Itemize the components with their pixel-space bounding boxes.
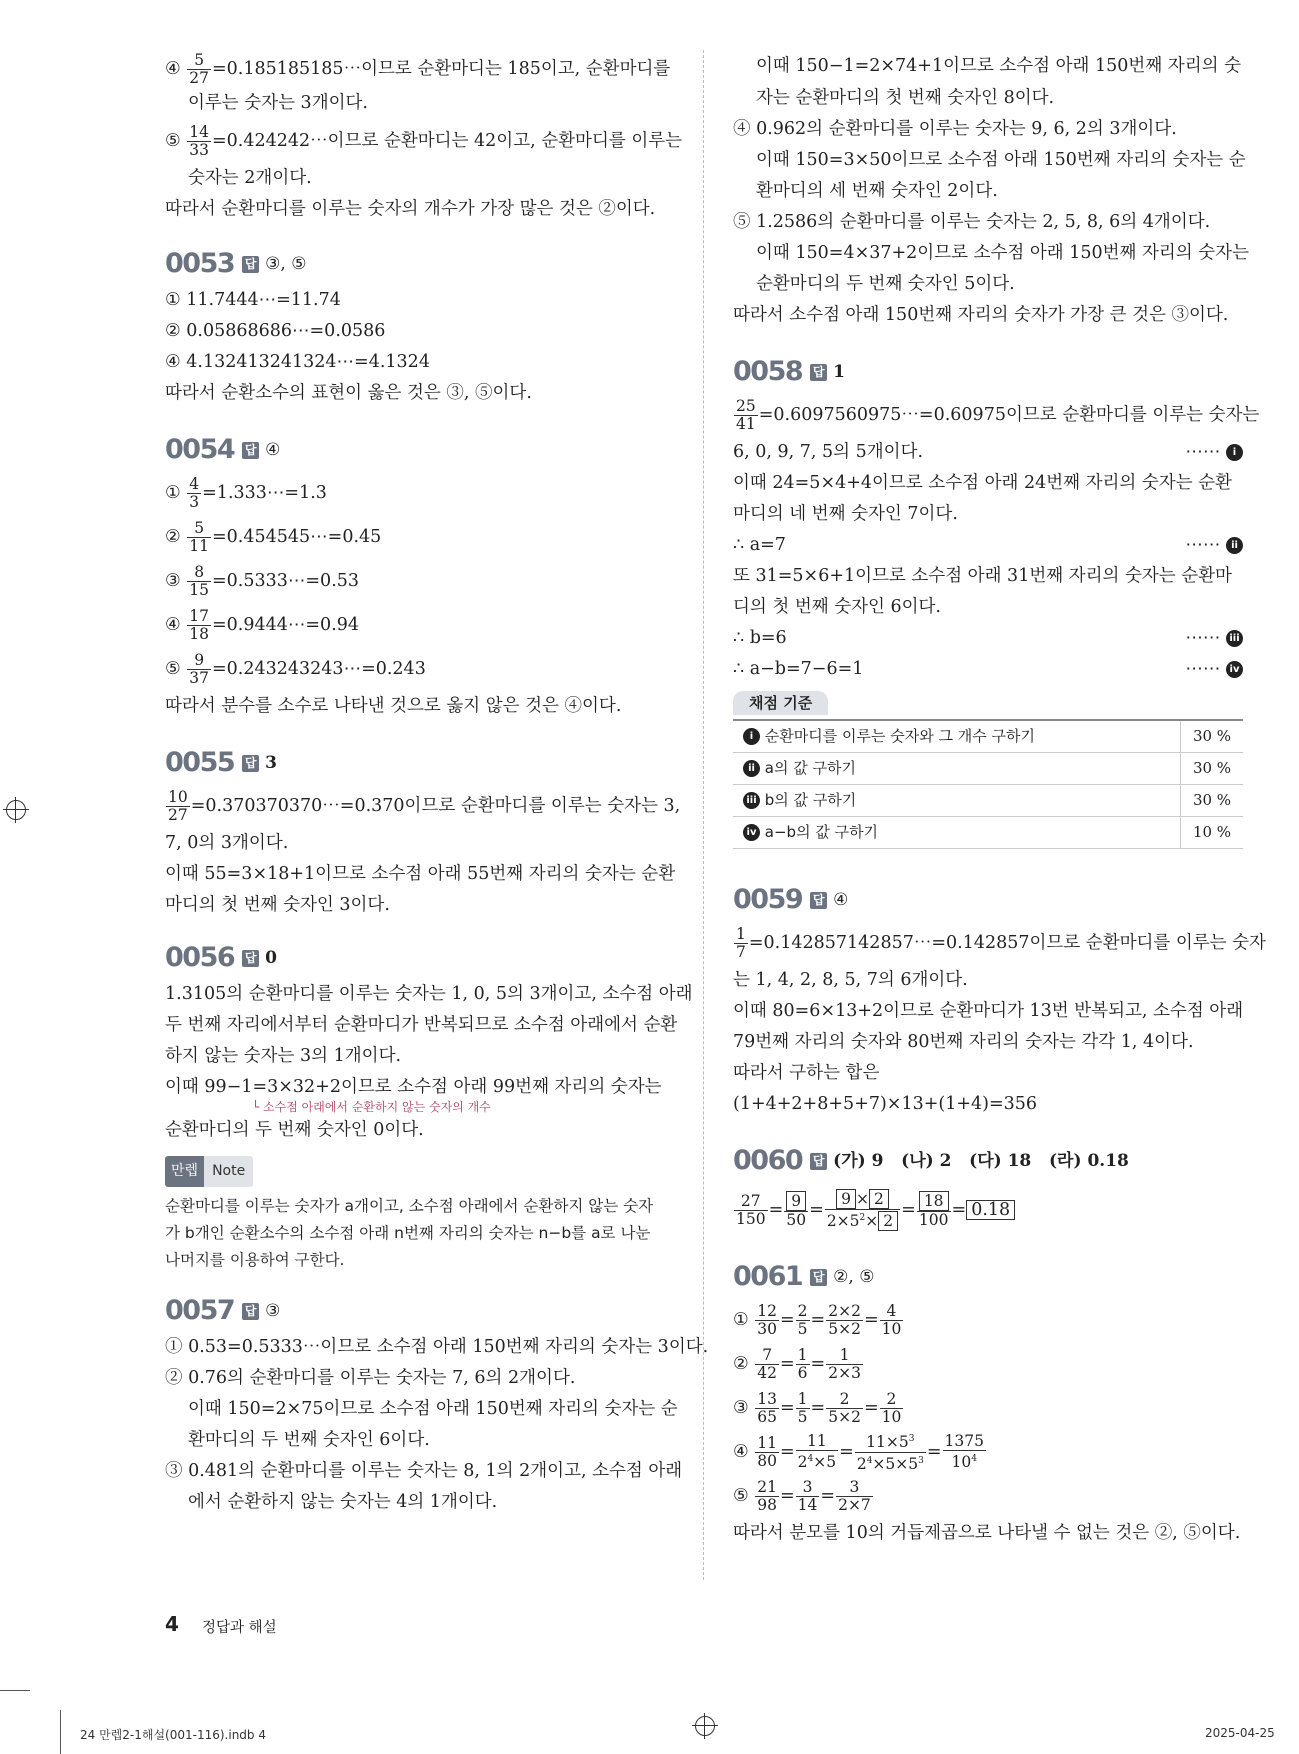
step-marker-icon: iii <box>1226 630 1243 647</box>
solution-line: 7, 0의 3개이다. <box>165 833 289 853</box>
conclusion: 따라서 순환마디를 이루는 숫자의 개수가 가장 많은 것은 ②이다. <box>165 199 656 219</box>
answer: 1 <box>833 362 845 382</box>
solution-line: $\frac{10}{27}$ =0.370370370⋯=0.370이므로 순환마디를 이루는 숫자는 3, <box>168 787 681 824</box>
solution-line: 자는 순환마디의 첫 번째 숫자인 8이다. <box>756 88 1055 108</box>
conclusion: 따라서 분수를 소수로 나타낸 것으로 옳지 않은 것은 ④이다. <box>165 696 622 716</box>
step-marker-icon: ii <box>1226 537 1243 554</box>
annotation: └ 소수점 아래에서 순환하지 않는 숫자의 개수 <box>252 1100 491 1114</box>
solution-line: ④ 0.962의 순환마디를 이루는 숫자는 9, 6, 2의 3개이다. <box>733 119 1177 139</box>
solution-line: 마디의 네 번째 숫자인 7이다. <box>733 504 958 524</box>
crop-mark <box>0 1690 30 1691</box>
solution-line: 에서 순환하지 않는 숫자는 4의 1개이다. <box>188 1492 498 1512</box>
solution-line: 는 1, 4, 2, 8, 5, 7의 6개이다. <box>733 970 968 990</box>
step-marker-icon: iv <box>1226 661 1243 678</box>
solution-line: (1+4+2+8+5+7)×13+(1+4)=356 <box>733 1094 1038 1114</box>
note-text: 순환마디를 이루는 숫자가 a개이고, 소수점 아래에서 순환하지 않는 숫자 가 b개인 순환소수의 소수점 아래 n번째 자리의 숫자는 n−b를 a로 나눈 나머지를 이용하여 구한다. <box>165 1197 654 1269</box>
answer: ④ <box>265 440 281 460</box>
table-row: iii b의 값 구하기 30 % <box>733 785 1243 817</box>
grading-table <box>733 719 1243 849</box>
problem-header <box>733 883 1243 917</box>
page-number: 4 <box>165 1612 179 1636</box>
solution-line: ① 0.53=0.5333⋯이므로 소수점 아래 150번째 자리의 숫자는 3이다. <box>165 1337 709 1357</box>
answer-badge: 답 <box>242 950 259 967</box>
solution-line: 6, 0, 9, 7, 5의 5개이다. ⋯⋯ i <box>733 437 1243 468</box>
solution-line: ④ $\frac{17}{18}$ =0.9444⋯=0.94 <box>165 606 360 643</box>
answer-badge: 답 <box>242 755 259 772</box>
answer-badge: 답 <box>242 442 259 459</box>
problem-number: 0061 <box>733 1261 803 1292</box>
solution-line: $\frac{27}{150}$ = $\frac{9}{50}$ = $\frac{9 \times 2}{2\times 5^2\times 2}$ = $\frac{18}{100}$ = 0.18 <box>733 1182 1243 1238</box>
solution-line: ∴ b=6 ⋯⋯ iii <box>733 623 1243 654</box>
problem-header <box>733 1144 1243 1178</box>
problem-number: 0057 <box>165 1295 235 1326</box>
answer-badge: 답 <box>810 364 827 381</box>
problem-number: 0058 <box>733 356 803 387</box>
table-row: i 순환마디를 이루는 숫자와 그 개수 구하기 30 % <box>733 720 1243 753</box>
problem-header <box>165 746 675 780</box>
right-column <box>733 50 1266 1549</box>
solution-line: 마디의 첫 번째 숫자인 3이다. <box>165 895 390 915</box>
problem-header <box>165 941 675 975</box>
solution-line: 하지 않는 숫자는 3의 1개이다. <box>165 1046 402 1066</box>
solution-line: 79번째 자리의 숫자와 80번째 자리의 숫자는 각각 1, 4이다. <box>733 1032 1194 1052</box>
solution-line: 환마디의 두 번째 숫자인 6이다. <box>188 1430 430 1450</box>
solution-line: ⑤ $\frac{21}{98}$ = $\frac{3}{14}$ = $\frac{3}{2\times 7}$ <box>733 1477 871 1514</box>
solution-line: $\frac{25}{41}$ =0.6097560975⋯=0.60975이므로 순환마디를 이루는 숫자는 <box>736 396 1260 433</box>
solution-line: 순환마디의 두 번째 숫자인 0이다. <box>165 1120 424 1140</box>
conclusion: 따라서 소수점 아래 150번째 자리의 숫자가 가장 큰 것은 ③이다. <box>733 305 1229 325</box>
note-tag: 만렙 Note <box>165 1156 253 1187</box>
grading-title: 채점 기준 <box>733 691 828 715</box>
solution-line: ⑤ $\frac{14}{33}$ =0.424242⋯이므로 순환마디는 42이고, 순환마디를 이루는 <box>165 122 683 159</box>
solution-line: ⑤ $\frac{9}{37}$ =0.243243243⋯=0.243 <box>165 650 426 687</box>
answer: 0 <box>265 948 277 968</box>
solution-line: 두 번째 자리에서부터 순환마디가 반복되므로 소수점 아래에서 순환 <box>165 1015 678 1035</box>
table-row: ii a의 값 구하기 30 % <box>733 753 1243 785</box>
file-info: 24 만렙2-1해설(001-116).indb 4 <box>80 1728 266 1742</box>
answer-badge: 답 <box>242 1303 259 1320</box>
solution-line: ④ 4.132413241324⋯=4.1324 <box>165 352 430 372</box>
problem-header <box>165 247 675 281</box>
answer: 3 <box>265 753 277 773</box>
solution-line: ∴ a−b=7−6=1 ⋯⋯ iv <box>733 654 1243 685</box>
solution-line: 순환마디의 두 번째 숫자인 5이다. <box>756 274 1015 294</box>
solution-line: ∴ a=7 ⋯⋯ ii <box>733 530 1243 561</box>
solution-line: $\frac{1}{7}$ =0.142857142857⋯=0.142857이므로 순환마디를 이루는 숫자 <box>736 924 1266 961</box>
solution-line: ① $\frac{4}{3}$ =1.333⋯=1.3 <box>165 474 327 511</box>
conclusion: 따라서 순환소수의 표현이 옳은 것은 ③, ⑤이다. <box>165 383 532 403</box>
solution-line: 이때 80=6×13+2이므로 순환마디가 13번 반복되고, 소수점 아래 <box>733 1001 1244 1021</box>
step-marker-icon: i <box>1226 444 1243 461</box>
answer: ③ <box>265 1301 281 1321</box>
problem-header <box>165 433 675 467</box>
solution-line: 숫자는 2개이다. <box>188 168 312 188</box>
conclusion: 따라서 분모를 10의 거듭제곱으로 나타낼 수 없는 것은 ②, ⑤이다. <box>733 1523 1241 1543</box>
solution-line: 또 31=5×6+1이므로 소수점 아래 31번째 자리의 숫자는 순환마 <box>733 566 1232 586</box>
solution-line: 이루는 숫자는 3개이다. <box>188 93 368 113</box>
answer: (가) 9 (나) 2 (다) 18 (라) 0.18 <box>833 1151 1129 1171</box>
solution-line: ④ $\frac{11}{80}$ = $\frac{11}{2^4\times 5}$ = $\frac{11\times 5^3}{2^4\times 5\times 5^3}$ = $\frac{1375}{10^4}$ <box>733 1431 984 1473</box>
solution-line: 이때 150−1=2×74+1이므로 소수점 아래 150번째 자리의 숫 <box>756 56 1241 76</box>
answer: ③, ⑤ <box>265 254 307 274</box>
problem-header <box>733 355 1243 389</box>
answer: ④ <box>833 890 849 910</box>
left-column <box>165 50 709 1518</box>
fraction: $\frac{5}{27}$ <box>189 50 209 87</box>
problem-header <box>165 1294 675 1328</box>
solution-line: ② 0.05868686⋯=0.0586 <box>165 321 386 341</box>
registration-mark-icon <box>695 1716 715 1736</box>
problem-header <box>733 1260 1243 1294</box>
solution-line: ② 0.76의 순환마디를 이루는 숫자는 7, 6의 2개이다. <box>165 1368 576 1388</box>
problem-number: 0054 <box>165 434 235 465</box>
answer-badge: 답 <box>810 1153 827 1170</box>
answer: ②, ⑤ <box>833 1267 875 1287</box>
solution-line: ③ 0.481의 순환마디를 이루는 숫자는 8, 1의 2개이고, 소수점 아래 <box>165 1461 683 1481</box>
solution-line: ② $\frac{7}{42}$ = $\frac{1}{6}$ = $\frac{1}{2\times 3}$ <box>733 1345 861 1382</box>
registration-mark-icon <box>6 800 26 820</box>
solution-line: 이때 24=5×4+4이므로 소수점 아래 24번째 자리의 숫자는 순환 <box>733 473 1232 493</box>
solution-line: 1.3105의 순환마디를 이루는 숫자는 1, 0, 5의 3개이고, 소수점 아래 <box>165 984 693 1004</box>
solution-line: 이때 150=3×50이므로 소수점 아래 150번째 자리의 숫자는 순 <box>756 150 1246 170</box>
solution-line: 이때 150=2×75이므로 소수점 아래 150번째 자리의 숫자는 순 <box>188 1399 678 1419</box>
solution-line: 환마디의 세 번째 숫자인 2이다. <box>756 181 998 201</box>
table-row: iv a−b의 값 구하기 10 % <box>733 817 1243 849</box>
solution-line: ⑤ 1.2586의 순환마디를 이루는 숫자는 2, 5, 8, 6의 4개이다. <box>733 212 1211 232</box>
solution-line: 이때 99−1=3×32+2이므로 소수점 아래 99번째 자리의 숫자는 <box>165 1077 662 1097</box>
solution-line: ③ $\frac{13}{65}$ = $\frac{1}{5}$ = $\frac{2}{5\times 2}$ = $\frac{2}{10}$ <box>733 1389 902 1426</box>
answer-badge: 답 <box>242 256 259 273</box>
solution-line: 디의 첫 번째 숫자인 6이다. <box>733 597 941 617</box>
problem-number: 0056 <box>165 942 235 973</box>
page-label: 정답과 해설 <box>202 1620 277 1636</box>
solution-line: ① 11.7444⋯=11.74 <box>165 290 341 310</box>
solution-line: 이때 55=3×18+1이므로 소수점 아래 55번째 자리의 숫자는 순환 <box>165 864 676 884</box>
solution-line: ③ $\frac{8}{15}$ =0.5333⋯=0.53 <box>165 562 360 599</box>
solution-line: ② $\frac{5}{11}$ =0.454545⋯=0.45 <box>165 518 382 555</box>
fraction: $\frac{14}{33}$ <box>189 122 209 159</box>
solution-line: 이때 150=4×37+2이므로 소수점 아래 150번째 자리의 숫자는 <box>756 243 1249 263</box>
answer-badge: 답 <box>810 892 827 909</box>
problem-number: 0059 <box>733 884 803 915</box>
print-date: 2025-04-25 <box>1205 1726 1275 1740</box>
crop-mark <box>60 1710 61 1754</box>
problem-number: 0055 <box>165 747 235 778</box>
solution-line: 따라서 구하는 합은 <box>733 1063 880 1083</box>
answer-badge: 답 <box>810 1269 827 1286</box>
solution-line: ④ $\frac{5}{27}$ =0.185185185⋯이므로 순환마디는 185이고, 순환마디를 <box>165 50 671 87</box>
solution-line: ① $\frac{12}{30}$ = $\frac{2}{5}$ = $\frac{2\times 2}{5\times 2}$ = $\frac{4}{10}$ <box>733 1301 902 1338</box>
problem-number: 0053 <box>165 248 235 279</box>
problem-number: 0060 <box>733 1145 803 1176</box>
